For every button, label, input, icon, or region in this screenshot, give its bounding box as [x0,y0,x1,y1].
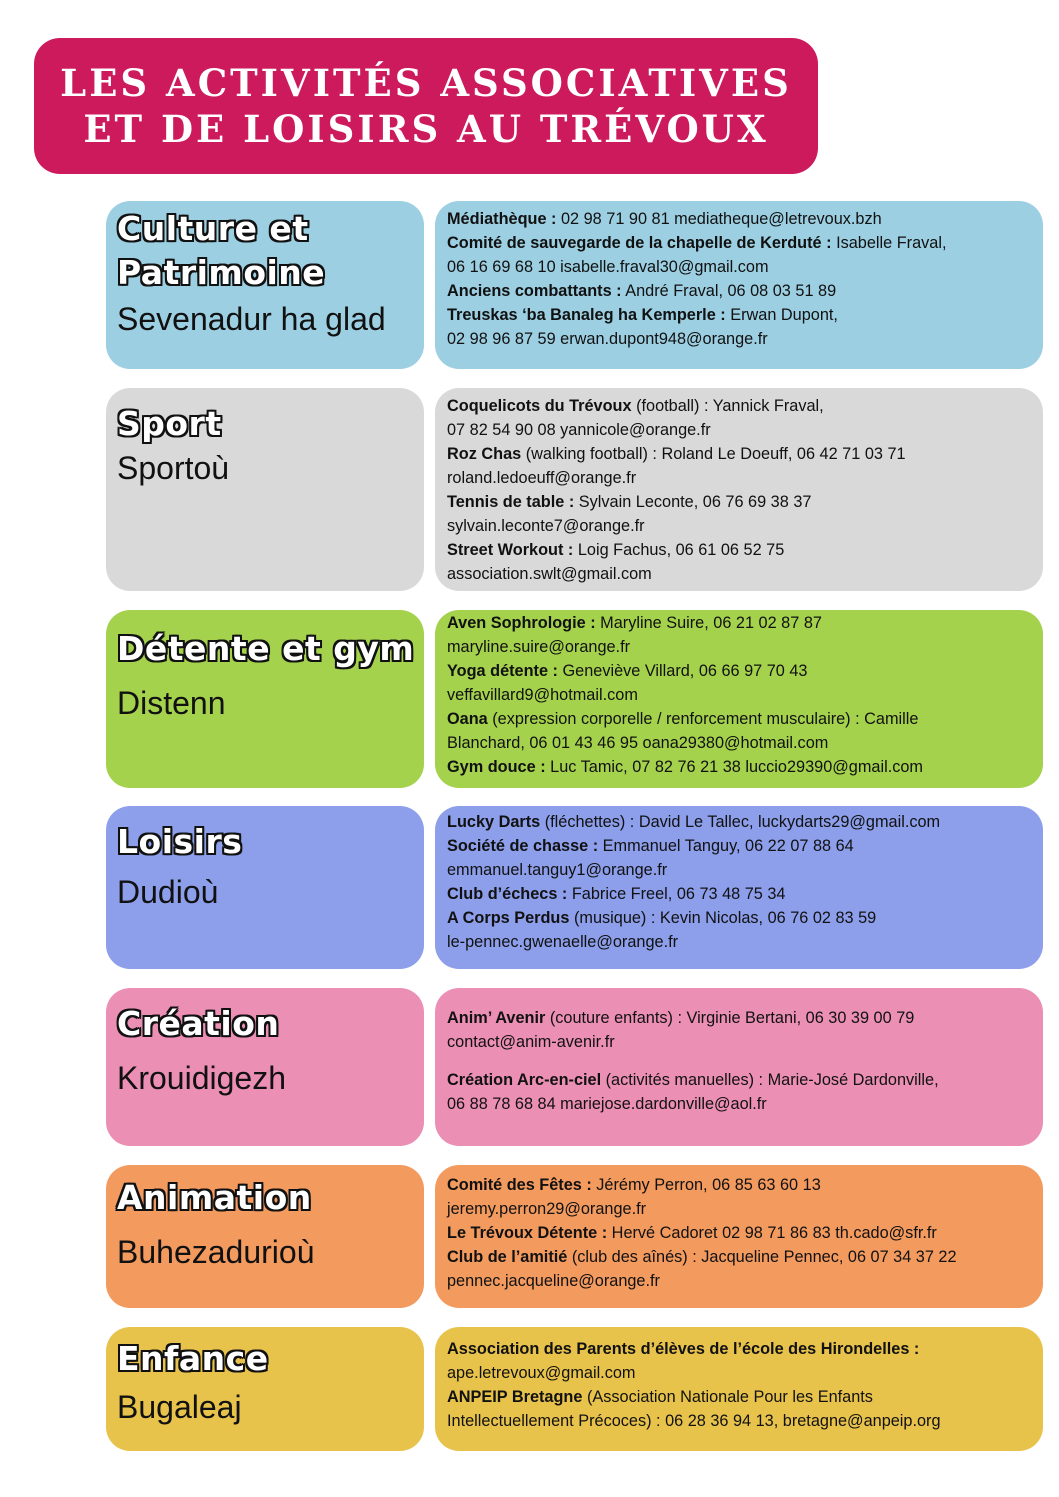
contact-info: (expression corporelle / renforcement musculaire) : Camille [487,710,919,728]
contact-info: Intellectuellement Précoces) : 06 28 36 94 13, bretagne@anpeip.org [447,1412,941,1430]
association-name: Anim’ Avenir [447,1009,546,1027]
contact-info: (club des aînés) : Jacqueline Pennec, 06 07 34 37 22 [567,1248,957,1266]
association-name: Le Trévoux Détente : [447,1224,608,1242]
association-name: Tennis de table : [447,493,575,511]
contact-line [447,442,1035,466]
contact-line [447,1337,1035,1361]
contact-info: pennec.jacqueline@orange.fr [447,1272,660,1290]
details-animation [435,1165,1043,1308]
contact-info: Blanchard, 06 01 43 46 95 oana29380@hotmail.com [447,734,829,752]
contact-line [447,1197,1035,1221]
contact-info: (fléchettes) : David Le Tallec, luckydarts29@gmail.com [540,813,941,831]
details-enfance [435,1327,1043,1451]
contact-info: association.swlt@gmail.com [447,565,652,583]
contact-info: jeremy.perron29@orange.fr [447,1200,647,1218]
contact-line [447,1409,1035,1433]
contact-line [447,858,1035,882]
contact-line [447,562,1035,586]
contact-info: Emmanuel Tanguy, 06 22 07 88 64 [598,837,854,855]
category-animation [106,1165,424,1308]
association-name: Association des Parents d’élèves de l’école des Hirondelles : [447,1340,920,1358]
contact-line [447,418,1035,442]
category-detente [106,610,424,788]
contact-line [447,707,1035,731]
contact-info: (couture enfants) : Virginie Bertani, 06 30 39 00 79 [545,1009,915,1027]
category-title-br: Sevenadur ha glad [117,301,386,337]
category-title-br: Krouidigezh [117,1060,286,1096]
contact-line [447,279,1035,303]
association-name: Coquelicots du Trévoux [447,397,632,415]
contact-line [447,255,1035,279]
contact-info: veffavillard9@hotmail.com [447,686,638,704]
contact-line [447,303,1035,327]
contact-info: (Association Nationale Pour les Enfants [582,1388,873,1406]
association-name: Anciens combattants : [447,282,622,300]
association-name: Yoga détente : [447,662,558,680]
contact-info: contact@anim-avenir.fr [447,1033,615,1051]
contact-line [447,635,1035,659]
contact-line [447,882,1035,906]
line-gap [447,1054,1035,1068]
contact-line [447,1068,1035,1092]
contact-line [447,327,1035,351]
contact-line [447,538,1035,562]
association-name: A Corps Perdus [447,909,570,927]
contact-line [447,755,1035,779]
association-name: Roz Chas [447,445,522,463]
contact-line [447,394,1035,418]
association-name: Gym douce : [447,758,546,776]
contact-line [447,231,1035,255]
association-name: ANPEIP Bretagne [447,1388,583,1406]
contact-info: 07 82 54 90 08 yannicole@orange.fr [447,421,711,439]
details-loisirs [435,806,1043,969]
category-title-fr: Animation [117,1178,312,1217]
contact-info: roland.ledoeuff@orange.fr [447,469,637,487]
association-name: Lucky Darts [447,813,541,831]
details-detente [435,610,1043,788]
category-title-br: Sportoù [117,450,230,486]
contact-info: Hervé Cadoret 02 98 71 86 83 th.cado@sfr.fr [607,1224,937,1242]
association-name: Street Workout : [447,541,574,559]
category-sport [106,388,424,591]
category-title-fr: Loisirs [117,822,243,861]
contact-line [447,1173,1035,1197]
category-title-br: Dudioù [117,874,219,910]
category-title-br: Buhezadurioù [117,1234,315,1270]
contact-line [447,1006,1035,1030]
category-title-fr: Détente et gym [117,629,415,668]
category-title-fr-line2: Patrimoine [117,253,326,292]
contact-info: (musique) : Kevin Nicolas, 06 76 02 83 59 [569,909,877,927]
contact-line [447,1221,1035,1245]
association-name: Comité de sauvegarde de la chapelle de Kerduté : [447,234,832,252]
contact-info: ape.letrevoux@gmail.com [447,1364,636,1382]
contact-info: Isabelle Fraval, [831,234,947,252]
contact-line [447,834,1035,858]
contact-line [447,659,1035,683]
category-title-fr: Culture et [117,209,309,248]
contact-info: Sylvain Leconte, 06 76 69 38 37 [574,493,812,511]
details-culture [435,201,1043,369]
contact-info: André Fraval, 06 08 03 51 89 [621,282,837,300]
contact-line [447,1269,1035,1293]
contact-info: Loig Fachus, 06 61 06 52 75 [573,541,785,559]
title-banner [34,38,818,174]
contact-info: emmanuel.tanguy1@orange.fr [447,861,668,879]
contact-info: (football) : Yannick Fraval, [631,397,824,415]
contact-line [447,1092,1035,1116]
contact-line [447,930,1035,954]
association-name: Société de chasse : [447,837,599,855]
contact-info: Maryline Suire, 06 21 02 87 87 [595,614,822,632]
contact-info: maryline.suire@orange.fr [447,638,631,656]
contact-info: Erwan Dupont, [725,306,838,324]
contact-line [447,731,1035,755]
association-name: Création Arc-en-ciel [447,1071,602,1089]
contact-line [447,1245,1035,1269]
contact-line [447,810,1035,834]
contact-info: 06 16 69 68 10 isabelle.fraval30@gmail.com [447,258,769,276]
title-line-1: LES ACTIVITÉS ASSOCIATIVES [60,61,792,105]
contact-info: 02 98 71 90 81 mediatheque@letrevoux.bzh [556,210,882,228]
title-line-2: ET DE LOISIRS AU TRÉVOUX [83,107,769,151]
contact-info: Geneviève Villard, 06 66 97 70 43 [557,662,808,680]
contact-line [447,466,1035,490]
contact-line [447,906,1035,930]
contact-info: 02 98 96 87 59 erwan.dupont948@orange.fr [447,330,768,348]
category-title-fr: Sport [117,404,222,443]
association-name: Club d’échecs : [447,885,568,903]
association-name: Oana [447,710,488,728]
contact-line [447,1361,1035,1385]
association-name: Treuskas ‘ba Banaleg ha Kemperle : [447,306,726,324]
association-name: Médiathèque : [447,210,557,228]
contact-line [447,490,1035,514]
contact-line [447,1030,1035,1054]
association-name: Club de l’amitié [447,1248,568,1266]
category-enfance [106,1327,424,1451]
contact-line [447,207,1035,231]
contact-info: Fabrice Freel, 06 73 48 75 34 [567,885,786,903]
contact-line [447,683,1035,707]
details-creation [435,988,1043,1146]
contact-info: (activités manuelles) : Marie-José Dardonville, [601,1071,939,1089]
category-culture [106,201,424,369]
association-name: Aven Sophrologie : [447,614,596,632]
contact-line [447,514,1035,538]
contact-line [447,1385,1035,1409]
category-title-fr: Création [117,1004,280,1043]
contact-info: (walking football) : Roland Le Doeuff, 06 42 71 03 71 [521,445,906,463]
association-name: Comité des Fêtes : [447,1176,592,1194]
contact-info: Luc Tamic, 07 82 76 21 38 luccio29390@gmail.com [545,758,923,776]
category-title-br: Distenn [117,685,226,721]
contact-info: Jérémy Perron, 06 85 63 60 13 [591,1176,821,1194]
contact-info: 06 88 78 68 84 mariejose.dardonville@aol.fr [447,1095,767,1113]
category-creation [106,988,424,1146]
contact-line [447,611,1035,635]
category-loisirs [106,806,424,969]
details-sport [435,388,1043,591]
contact-info: le-pennec.gwenaelle@orange.fr [447,933,679,951]
category-title-fr: Enfance [117,1339,269,1378]
contact-info: sylvain.leconte7@orange.fr [447,517,645,535]
category-title-br: Bugaleaj [117,1389,242,1425]
